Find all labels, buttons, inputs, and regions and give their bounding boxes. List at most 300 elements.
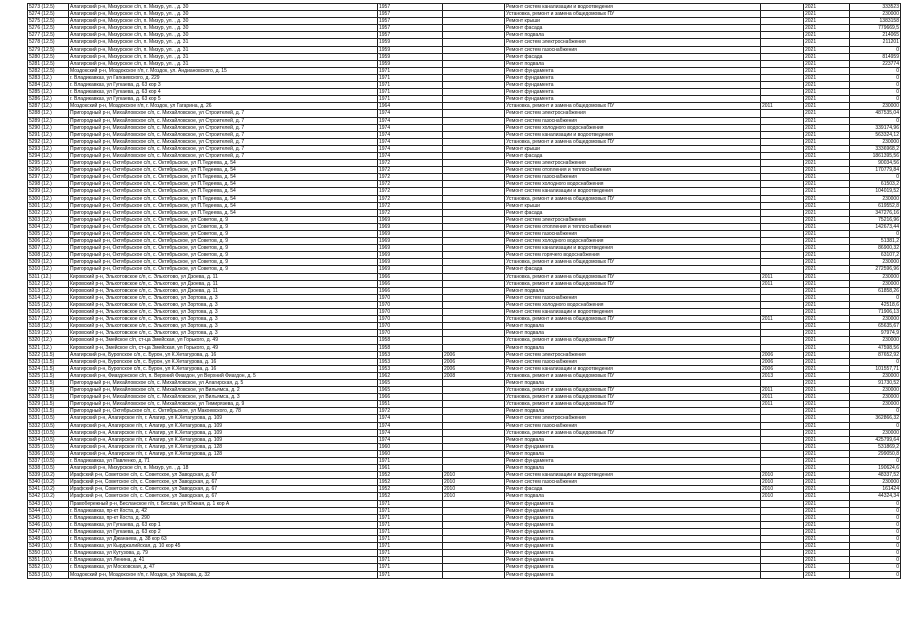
- record-id-cell: 5300 (12.): [28, 195, 69, 202]
- cost-cell: 223774: [850, 60, 901, 67]
- work-type-cell: Ремонт систем газоснабжения: [505, 294, 761, 301]
- prior-repair-year-cell: [443, 202, 505, 209]
- last-work-year-cell: [761, 202, 804, 209]
- cost-cell: 65635,67: [850, 323, 901, 330]
- year-built-cell: 1969: [378, 259, 443, 266]
- table-row: [28, 18, 901, 25]
- record-id-cell: 5283 (12.): [28, 74, 69, 81]
- work-type-cell: Ремонт систем канализации и водоотведения: [505, 188, 761, 195]
- prior-repair-year-cell: [443, 294, 505, 301]
- table-row: [28, 124, 901, 131]
- cost-cell: 0: [850, 117, 901, 124]
- cost-cell: 347276,16: [850, 209, 901, 216]
- year-built-cell: 1971: [378, 74, 443, 81]
- table-row: [28, 131, 901, 138]
- prior-repair-year-cell: [443, 543, 505, 550]
- record-id-cell: 5338 (10.5): [28, 465, 69, 472]
- plan-year-cell: 2021: [804, 422, 850, 429]
- address-cell: Пригородный р-н, Октябрьское с/п, с. Октябрьское, ул П.Тедеева, д. 54: [69, 181, 378, 188]
- work-type-cell: Ремонт систем газоснабжения: [505, 358, 761, 365]
- plan-year-cell: 2021: [804, 110, 850, 117]
- record-id-cell: 5303 (12.): [28, 216, 69, 223]
- record-id-cell: 5349 (10.): [28, 543, 69, 550]
- prior-repair-year-cell: [443, 103, 505, 110]
- year-built-cell: 1972: [378, 174, 443, 181]
- address-cell: Алагирский р-н, Алагирское г/п, г. Алагир, ул К.Хетагурова, д. 128: [69, 443, 378, 450]
- work-type-cell: Ремонт фундамента: [505, 89, 761, 96]
- work-type-cell: Ремонт систем отопления и теплоснабжения: [505, 223, 761, 230]
- plan-year-cell: 2021: [804, 365, 850, 372]
- table-row: [28, 74, 901, 81]
- plan-year-cell: 2021: [804, 252, 850, 259]
- year-built-cell: 1971: [378, 543, 443, 550]
- cost-cell: 230000: [850, 138, 901, 145]
- work-type-cell: Ремонт подвала: [505, 450, 761, 457]
- work-type-cell: Установка, ремонт и замена общедомовых ПУ: [505, 280, 761, 287]
- last-work-year-cell: [761, 309, 804, 316]
- work-type-cell: Установка, ремонт и замена общедомовых ПУ: [505, 387, 761, 394]
- record-id-cell: 5309 (12.): [28, 259, 69, 266]
- prior-repair-year-cell: [443, 18, 505, 25]
- record-id-cell: 5297 (12.): [28, 174, 69, 181]
- record-id-cell: 5323 (11.5): [28, 358, 69, 365]
- last-work-year-cell: 2010: [761, 486, 804, 493]
- prior-repair-year-cell: [443, 25, 505, 32]
- cost-cell: 1861395,56: [850, 152, 901, 159]
- address-cell: Кировский р-н, Эльхотовское с/п, с. Эльхотово, ул Зортова, д. 3: [69, 301, 378, 308]
- table-row: [28, 316, 901, 323]
- prior-repair-year-cell: [443, 521, 505, 528]
- record-id-cell: 5324 (11.5): [28, 365, 69, 372]
- record-id-cell: 5341 (10.2): [28, 486, 69, 493]
- record-id-cell: 5350 (10.): [28, 550, 69, 557]
- record-id-cell: 5289 (12.): [28, 117, 69, 124]
- address-cell: Пригородный р-н, Октябрьское с/п, с. Октябрьское, ул Советов, д. 9: [69, 259, 378, 266]
- prior-repair-year-cell: [443, 387, 505, 394]
- plan-year-cell: 2021: [804, 351, 850, 358]
- address-cell: Пригородный р-н, Михайловское с/п, с. Михайловское, ул Строителей, д. 7: [69, 152, 378, 159]
- plan-year-cell: 2021: [804, 39, 850, 46]
- work-type-cell: Ремонт фундамента: [505, 557, 761, 564]
- record-id-cell: 5320 (12.): [28, 337, 69, 344]
- plan-year-cell: 2021: [804, 231, 850, 238]
- prior-repair-year-cell: [443, 209, 505, 216]
- address-cell: Пригородный р-н, Октябрьское с/п, с. Октябрьское, ул П.Тедеева, д. 54: [69, 160, 378, 167]
- address-cell: Ирафский р-н, Советское с/п, с. Советское, ул Заводская, д. 67: [69, 472, 378, 479]
- prior-repair-year-cell: [443, 238, 505, 245]
- plan-year-cell: 2021: [804, 152, 850, 159]
- plan-year-cell: 2021: [804, 330, 850, 337]
- record-id-cell: 5348 (10.): [28, 536, 69, 543]
- work-type-cell: Установка, ремонт и замена общедомовых ПУ: [505, 273, 761, 280]
- last-work-year-cell: [761, 557, 804, 564]
- last-work-year-cell: [761, 528, 804, 535]
- work-type-cell: Ремонт систем электроснабжения: [505, 110, 761, 117]
- table-row: [28, 415, 901, 422]
- address-cell: Кировский р-н, Эльхотовское с/п, с. Эльхотово, ул Зортова, д. 3: [69, 330, 378, 337]
- work-type-cell: Ремонт систем канализации и водоотведения: [505, 309, 761, 316]
- last-work-year-cell: [761, 287, 804, 294]
- address-cell: Кировский р-н, Змейское с/п, ст-ца Змейская, ул Горького, д. 49: [69, 337, 378, 344]
- work-type-cell: Ремонт крыши: [505, 202, 761, 209]
- record-id-cell: 5282 (12.5): [28, 67, 69, 74]
- work-type-cell: Ремонт систем холодного водоснабжения: [505, 301, 761, 308]
- work-type-cell: Ремонт систем газоснабжения: [505, 479, 761, 486]
- table-row: [28, 450, 901, 457]
- address-cell: Пригородный р-н, Михайловское с/п, с. Михайловское, ул Строителей, д. 7: [69, 138, 378, 145]
- work-type-cell: Ремонт систем отопления и теплоснабжения: [505, 167, 761, 174]
- plan-year-cell: 2021: [804, 96, 850, 103]
- work-type-cell: Ремонт фундамента: [505, 514, 761, 521]
- address-cell: г. Владикавказ, ул Гугкаева, д. 63 кор 2: [69, 528, 378, 535]
- prior-repair-year-cell: [443, 557, 505, 564]
- last-work-year-cell: [761, 152, 804, 159]
- work-type-cell: Установка, ремонт и замена общедомовых ПУ: [505, 337, 761, 344]
- plan-year-cell: 2021: [804, 259, 850, 266]
- last-work-year-cell: 2010: [761, 479, 804, 486]
- record-id-cell: 5275 (12.5): [28, 18, 69, 25]
- record-id-cell: 5325 (11.5): [28, 372, 69, 379]
- work-type-cell: Ремонт систем электроснабжения: [505, 39, 761, 46]
- table-row: [28, 479, 901, 486]
- year-built-cell: 1970: [378, 294, 443, 301]
- last-work-year-cell: [761, 117, 804, 124]
- plan-year-cell: 2021: [804, 103, 850, 110]
- plan-year-cell: 2021: [804, 202, 850, 209]
- prior-repair-year-cell: [443, 528, 505, 535]
- last-work-year-cell: [761, 521, 804, 528]
- table-row: [28, 408, 901, 415]
- year-built-cell: 1972: [378, 160, 443, 167]
- table-row: [28, 521, 901, 528]
- cost-cell: 61503,2: [850, 181, 901, 188]
- year-built-cell: 1971: [378, 557, 443, 564]
- cost-cell: 90034,56: [850, 160, 901, 167]
- plan-year-cell: 2021: [804, 280, 850, 287]
- address-cell: Ирафский р-н, Советское с/п, с. Советское, ул Заводская, д. 67: [69, 493, 378, 500]
- table-row: [28, 358, 901, 365]
- plan-year-cell: 2021: [804, 408, 850, 415]
- record-id-cell: 5315 (12.): [28, 301, 69, 308]
- cost-cell: 0: [850, 96, 901, 103]
- prior-repair-year-cell: [443, 465, 505, 472]
- last-work-year-cell: [761, 450, 804, 457]
- plan-year-cell: 2021: [804, 358, 850, 365]
- table-row: [28, 309, 901, 316]
- last-work-year-cell: [761, 514, 804, 521]
- address-cell: г. Владикавказ, ул Кырджалийская, д. 10 кор 45: [69, 543, 378, 550]
- year-built-cell: 1965: [378, 379, 443, 386]
- table-row: [28, 160, 901, 167]
- work-type-cell: Ремонт фундамента: [505, 564, 761, 571]
- year-built-cell: 1972: [378, 195, 443, 202]
- year-built-cell: 1959: [378, 46, 443, 53]
- prior-repair-year-cell: [443, 344, 505, 351]
- cost-cell: 97974,9: [850, 330, 901, 337]
- last-work-year-cell: [761, 429, 804, 436]
- cost-cell: 0: [850, 550, 901, 557]
- table-row: [28, 550, 901, 557]
- year-built-cell: 1971: [378, 564, 443, 571]
- table-row: [28, 152, 901, 159]
- work-type-cell: Ремонт крыши: [505, 18, 761, 25]
- prior-repair-year-cell: [443, 174, 505, 181]
- work-type-cell: Ремонт систем электроснабжения: [505, 216, 761, 223]
- record-id-cell: 5302 (12.): [28, 209, 69, 216]
- plan-year-cell: 2021: [804, 543, 850, 550]
- table-row: [28, 571, 901, 578]
- record-id-cell: 5334 (10.5): [28, 436, 69, 443]
- cost-cell: 0: [850, 528, 901, 535]
- cost-cell: 104019,52: [850, 188, 901, 195]
- record-id-cell: 5293 (12.): [28, 145, 69, 152]
- cost-cell: 230000: [850, 273, 901, 280]
- last-work-year-cell: [761, 379, 804, 386]
- last-work-year-cell: [761, 209, 804, 216]
- work-type-cell: Ремонт фасада: [505, 266, 761, 273]
- work-type-cell: Ремонт подвала: [505, 60, 761, 67]
- year-built-cell: 1958: [378, 344, 443, 351]
- cost-cell: 190624,6: [850, 465, 901, 472]
- plan-year-cell: 2021: [804, 181, 850, 188]
- prior-repair-year-cell: [443, 4, 505, 11]
- year-built-cell: 1974: [378, 124, 443, 131]
- work-type-cell: Ремонт фасада: [505, 209, 761, 216]
- cost-cell: 339174,96: [850, 124, 901, 131]
- prior-repair-year-cell: [443, 330, 505, 337]
- work-type-cell: Ремонт подвала: [505, 379, 761, 386]
- prior-repair-year-cell: 2006: [443, 365, 505, 372]
- cost-cell: 814959: [850, 53, 901, 60]
- record-id-cell: 5305 (12.): [28, 231, 69, 238]
- last-work-year-cell: [761, 465, 804, 472]
- plan-year-cell: 2021: [804, 301, 850, 308]
- cost-cell: 0: [850, 422, 901, 429]
- work-type-cell: Ремонт систем холодного водоснабжения: [505, 238, 761, 245]
- year-built-cell: 1972: [378, 188, 443, 195]
- year-built-cell: 1970: [378, 301, 443, 308]
- year-built-cell: 1966: [378, 273, 443, 280]
- prior-repair-year-cell: [443, 550, 505, 557]
- address-cell: Алагирский р-н, Алагирское г/п, г. Алагир, ул К.Хетагурова, д. 109: [69, 415, 378, 422]
- year-built-cell: 1969: [378, 245, 443, 252]
- plan-year-cell: 2021: [804, 266, 850, 273]
- address-cell: Пригородный р-н, Михайловское с/п, с. Михайловское, ул Алагирская, д. 5: [69, 379, 378, 386]
- table-row: [28, 82, 901, 89]
- work-type-cell: Ремонт фундамента: [505, 82, 761, 89]
- cost-cell: 0: [850, 294, 901, 301]
- prior-repair-year-cell: [443, 422, 505, 429]
- table-row: [28, 330, 901, 337]
- last-work-year-cell: 2013: [761, 372, 804, 379]
- plan-year-cell: 2021: [804, 287, 850, 294]
- prior-repair-year-cell: 2006: [443, 351, 505, 358]
- table-row: [28, 344, 901, 351]
- address-cell: Кировский р-н, Эльхотовское с/п, с. Эльхотово, ул Зортова, д. 3: [69, 294, 378, 301]
- work-type-cell: Ремонт фундамента: [505, 571, 761, 578]
- address-cell: Пригородный р-н, Октябрьское с/п, с. Октябрьское, ул Советов, д. 9: [69, 252, 378, 259]
- year-built-cell: 1971: [378, 550, 443, 557]
- year-built-cell: 1958: [378, 337, 443, 344]
- address-cell: Алагирский р-н, Бурonское с/п, с. Бурон, ул К.Хетагурова, д. 16: [69, 351, 378, 358]
- year-built-cell: 1974: [378, 422, 443, 429]
- prior-repair-year-cell: 2006: [443, 358, 505, 365]
- work-type-cell: Ремонт систем газоснабжения: [505, 46, 761, 53]
- plan-year-cell: 2021: [804, 117, 850, 124]
- plan-year-cell: 2021: [804, 472, 850, 479]
- year-built-cell: 1974: [378, 138, 443, 145]
- work-type-cell: Ремонт систем канализации и водоотведения: [505, 4, 761, 11]
- prior-repair-year-cell: [443, 223, 505, 230]
- plan-year-cell: 2021: [804, 195, 850, 202]
- work-type-cell: Ремонт фундамента: [505, 507, 761, 514]
- last-work-year-cell: [761, 294, 804, 301]
- work-type-cell: Ремонт подвала: [505, 287, 761, 294]
- cost-cell: 0: [850, 358, 901, 365]
- work-type-cell: Ремонт подвала: [505, 344, 761, 351]
- work-type-cell: Установка, ремонт и замена общедомовых ПУ: [505, 372, 761, 379]
- last-work-year-cell: [761, 458, 804, 465]
- work-type-cell: Ремонт фундамента: [505, 550, 761, 557]
- plan-year-cell: 2021: [804, 323, 850, 330]
- table-row: [28, 245, 901, 252]
- address-cell: Пригородный р-н, Октябрьское с/п, с. Октябрьское, ул П.Тедеева, д. 54: [69, 174, 378, 181]
- year-built-cell: 1969: [378, 223, 443, 230]
- year-built-cell: 1971: [378, 528, 443, 535]
- record-id-cell: 5277 (12.5): [28, 32, 69, 39]
- prior-repair-year-cell: [443, 245, 505, 252]
- prior-repair-year-cell: [443, 145, 505, 152]
- plan-year-cell: 2021: [804, 60, 850, 67]
- cost-cell: 0: [850, 521, 901, 528]
- address-cell: Алагирский р-н, Мизурское с/п, п. Мизур, ул. , д. 31: [69, 53, 378, 60]
- cost-cell: 0: [850, 536, 901, 543]
- last-work-year-cell: [761, 39, 804, 46]
- table-row: [28, 465, 901, 472]
- year-built-cell: 1974: [378, 429, 443, 436]
- cost-cell: 230000: [850, 479, 901, 486]
- year-built-cell: 1969: [378, 216, 443, 223]
- plan-year-cell: 2021: [804, 486, 850, 493]
- record-id-cell: 5345 (10.): [28, 514, 69, 521]
- record-id-cell: 5280 (12.5): [28, 53, 69, 60]
- plan-year-cell: 2021: [804, 372, 850, 379]
- record-id-cell: 5351 (10.): [28, 557, 69, 564]
- last-work-year-cell: [761, 259, 804, 266]
- year-built-cell: 1971: [378, 514, 443, 521]
- last-work-year-cell: [761, 74, 804, 81]
- last-work-year-cell: [761, 195, 804, 202]
- address-cell: Алагирский р-н, Мизурское с/п, п. Мизур, ул. , д. 30: [69, 32, 378, 39]
- year-built-cell: 1969: [378, 238, 443, 245]
- cost-cell: 87652,92: [850, 351, 901, 358]
- plan-year-cell: 2021: [804, 316, 850, 323]
- cost-cell: 0: [850, 89, 901, 96]
- address-cell: г. Владикавказ, ул Джанаева, д. 38 кор 63: [69, 536, 378, 543]
- year-built-cell: 1974: [378, 131, 443, 138]
- cost-cell: 425799,64: [850, 436, 901, 443]
- work-type-cell: Ремонт фундамента: [505, 543, 761, 550]
- prior-repair-year-cell: [443, 152, 505, 159]
- cost-cell: 101557,71: [850, 365, 901, 372]
- cost-cell: 0: [850, 557, 901, 564]
- year-built-cell: 1961: [378, 465, 443, 472]
- address-cell: Алагирский р-н, Алагирское г/п, г. Алагир, ул К.Хетагурова, д. 109: [69, 436, 378, 443]
- year-built-cell: 1971: [378, 571, 443, 578]
- prior-repair-year-cell: [443, 436, 505, 443]
- prior-repair-year-cell: [443, 167, 505, 174]
- last-work-year-cell: [761, 550, 804, 557]
- prior-repair-year-cell: [443, 195, 505, 202]
- last-work-year-cell: [761, 89, 804, 96]
- table-row: [28, 301, 901, 308]
- prior-repair-year-cell: [443, 266, 505, 273]
- year-built-cell: 1972: [378, 167, 443, 174]
- record-id-cell: 5278 (12.5): [28, 39, 69, 46]
- year-built-cell: 1957: [378, 4, 443, 11]
- work-type-cell: Ремонт систем канализации и водоотведения: [505, 245, 761, 252]
- address-cell: Алагирский р-н, Мизурское с/п, п. Мизур, ул. , д. 18: [69, 465, 378, 472]
- prior-repair-year-cell: [443, 96, 505, 103]
- cost-cell: 0: [850, 543, 901, 550]
- cost-cell: 230000: [850, 11, 901, 18]
- address-cell: Пригородный р-н, Октябрьское с/п, с. Октябрьское, ул П.Тедеева, д. 54: [69, 195, 378, 202]
- work-type-cell: Ремонт систем горячего водоснабжения: [505, 252, 761, 259]
- cost-cell: 0: [850, 500, 901, 507]
- record-id-cell: 5333 (10.5): [28, 429, 69, 436]
- work-type-cell: Установка, ремонт и замена общедомовых ПУ: [505, 138, 761, 145]
- prior-repair-year-cell: 2010: [443, 479, 505, 486]
- record-id-cell: 5274 (12.5): [28, 11, 69, 18]
- address-cell: г. Владикавказ, ул Павленко, д. 71: [69, 458, 378, 465]
- table-row: [28, 188, 901, 195]
- last-work-year-cell: 2011: [761, 401, 804, 408]
- table-row: [28, 436, 901, 443]
- record-id-cell: 5352 (10.): [28, 564, 69, 571]
- prior-repair-year-cell: [443, 110, 505, 117]
- plan-year-cell: 2021: [804, 245, 850, 252]
- work-type-cell: Ремонт фундамента: [505, 458, 761, 465]
- table-row: [28, 223, 901, 230]
- prior-repair-year-cell: [443, 316, 505, 323]
- cost-cell: 0: [850, 507, 901, 514]
- work-type-cell: Ремонт фасада: [505, 53, 761, 60]
- record-id-cell: 5287 (12.): [28, 103, 69, 110]
- address-cell: Пригородный р-н, Михайловское с/п, с. Михайловское, ул Строителей, д. 7: [69, 145, 378, 152]
- cost-cell: 48337,52: [850, 472, 901, 479]
- work-type-cell: Ремонт систем канализации и водоотведения: [505, 472, 761, 479]
- address-cell: Пригородный р-н, Октябрьское с/п, с. Октябрьское, ул П.Тедеева, д. 54: [69, 188, 378, 195]
- cost-cell: 51381,2: [850, 238, 901, 245]
- record-id-cell: 5339 (10.2): [28, 472, 69, 479]
- prior-repair-year-cell: [443, 273, 505, 280]
- address-cell: Пригородный р-н, Михайловское с/п, с. Михайловское, ул Строителей, д. 7: [69, 131, 378, 138]
- work-type-cell: Ремонт фундамента: [505, 500, 761, 507]
- plan-year-cell: 2021: [804, 401, 850, 408]
- table-row: [28, 238, 901, 245]
- table-row: [28, 422, 901, 429]
- plan-year-cell: 2021: [804, 344, 850, 351]
- record-id-cell: 5308 (12.): [28, 252, 69, 259]
- record-id-cell: 5322 (11.5): [28, 351, 69, 358]
- work-type-cell: Ремонт фундамента: [505, 74, 761, 81]
- prior-repair-year-cell: [443, 458, 505, 465]
- last-work-year-cell: [761, 245, 804, 252]
- work-type-cell: Ремонт систем холодного водоснабжения: [505, 181, 761, 188]
- prior-repair-year-cell: [443, 188, 505, 195]
- plan-year-cell: 2021: [804, 458, 850, 465]
- plan-year-cell: 2021: [804, 124, 850, 131]
